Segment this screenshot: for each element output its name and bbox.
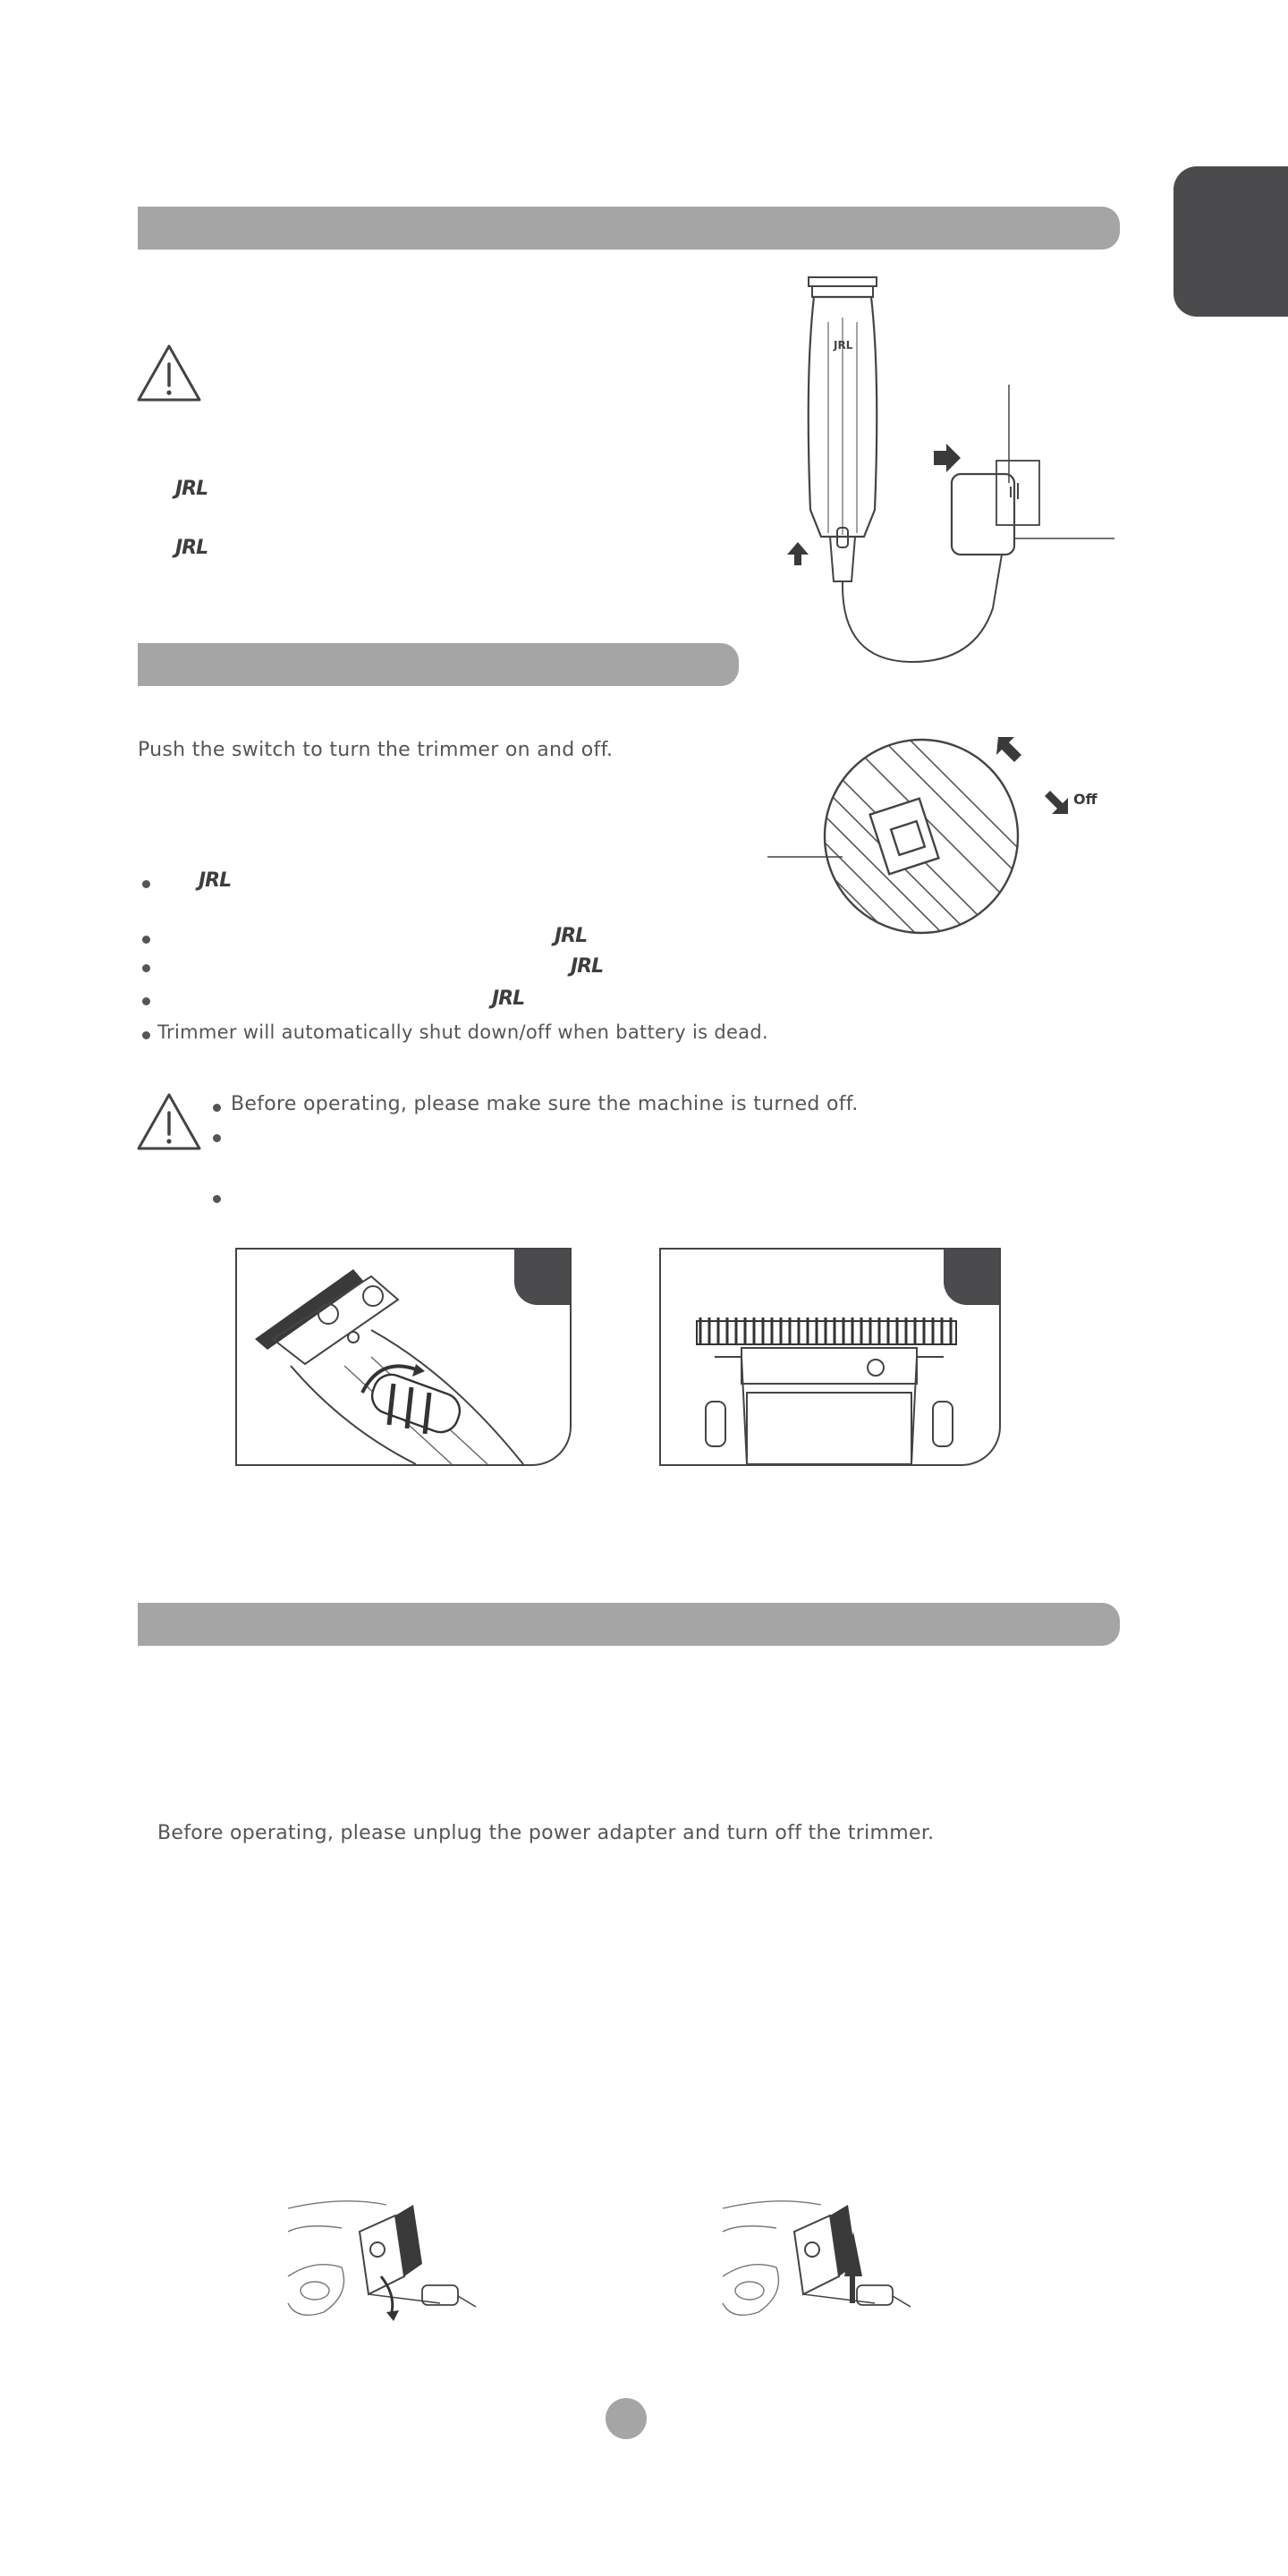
brand-logo: JRL: [492, 987, 525, 1010]
off-label: Off: [1073, 791, 1097, 808]
blade-adjust-figure: [235, 1248, 572, 1466]
brand-logo: JRL: [175, 478, 208, 500]
list-bullet: [142, 880, 150, 888]
blade-removal-illustration-1: [288, 2196, 476, 2339]
section-header-bar-1: [138, 207, 1120, 250]
page-number-indicator: [606, 2398, 647, 2439]
brand-logo: JRL: [571, 955, 604, 978]
list-bullet: [142, 936, 150, 944]
brand-logo: JRL: [199, 869, 232, 892]
unplug-note-text: Before operating, please unplug the power adapter and turn off the trimmer.: [157, 1822, 935, 1844]
section-header-bar-3: [138, 1603, 1120, 1646]
switch-instruction-text: Push the switch to turn the trimmer on and off.: [138, 739, 614, 761]
list-bullet: [213, 1134, 221, 1142]
brand-logo: JRL: [175, 537, 208, 559]
power-switch-illustration: [760, 724, 1136, 957]
section-header-bar-2: [138, 643, 739, 686]
list-bullet: [213, 1195, 221, 1203]
warning-icon: [136, 343, 202, 403]
brand-logo: JRL: [555, 925, 588, 947]
chapter-side-tab: [1174, 166, 1288, 317]
screwdriver-blade-illustration: [237, 1250, 570, 1464]
svg-text:JRL: JRL: [834, 339, 853, 352]
auto-shutdown-text: Trimmer will automatically shut down/off when battery is dead.: [157, 1021, 768, 1043]
blade-removal-illustration-2: [723, 2196, 911, 2339]
warning-turn-off-text: Before operating, please make sure the machine is turned off.: [231, 1093, 859, 1115]
blade-front-illustration: [661, 1250, 999, 1464]
trimmer-charging-illustration: [769, 268, 1127, 680]
list-bullet: [142, 964, 150, 972]
list-bullet: [142, 997, 150, 1005]
list-bullet: [213, 1104, 221, 1112]
list-bullet: [142, 1031, 150, 1039]
blade-alignment-figure: [659, 1248, 1001, 1466]
warning-icon: [136, 1091, 202, 1152]
